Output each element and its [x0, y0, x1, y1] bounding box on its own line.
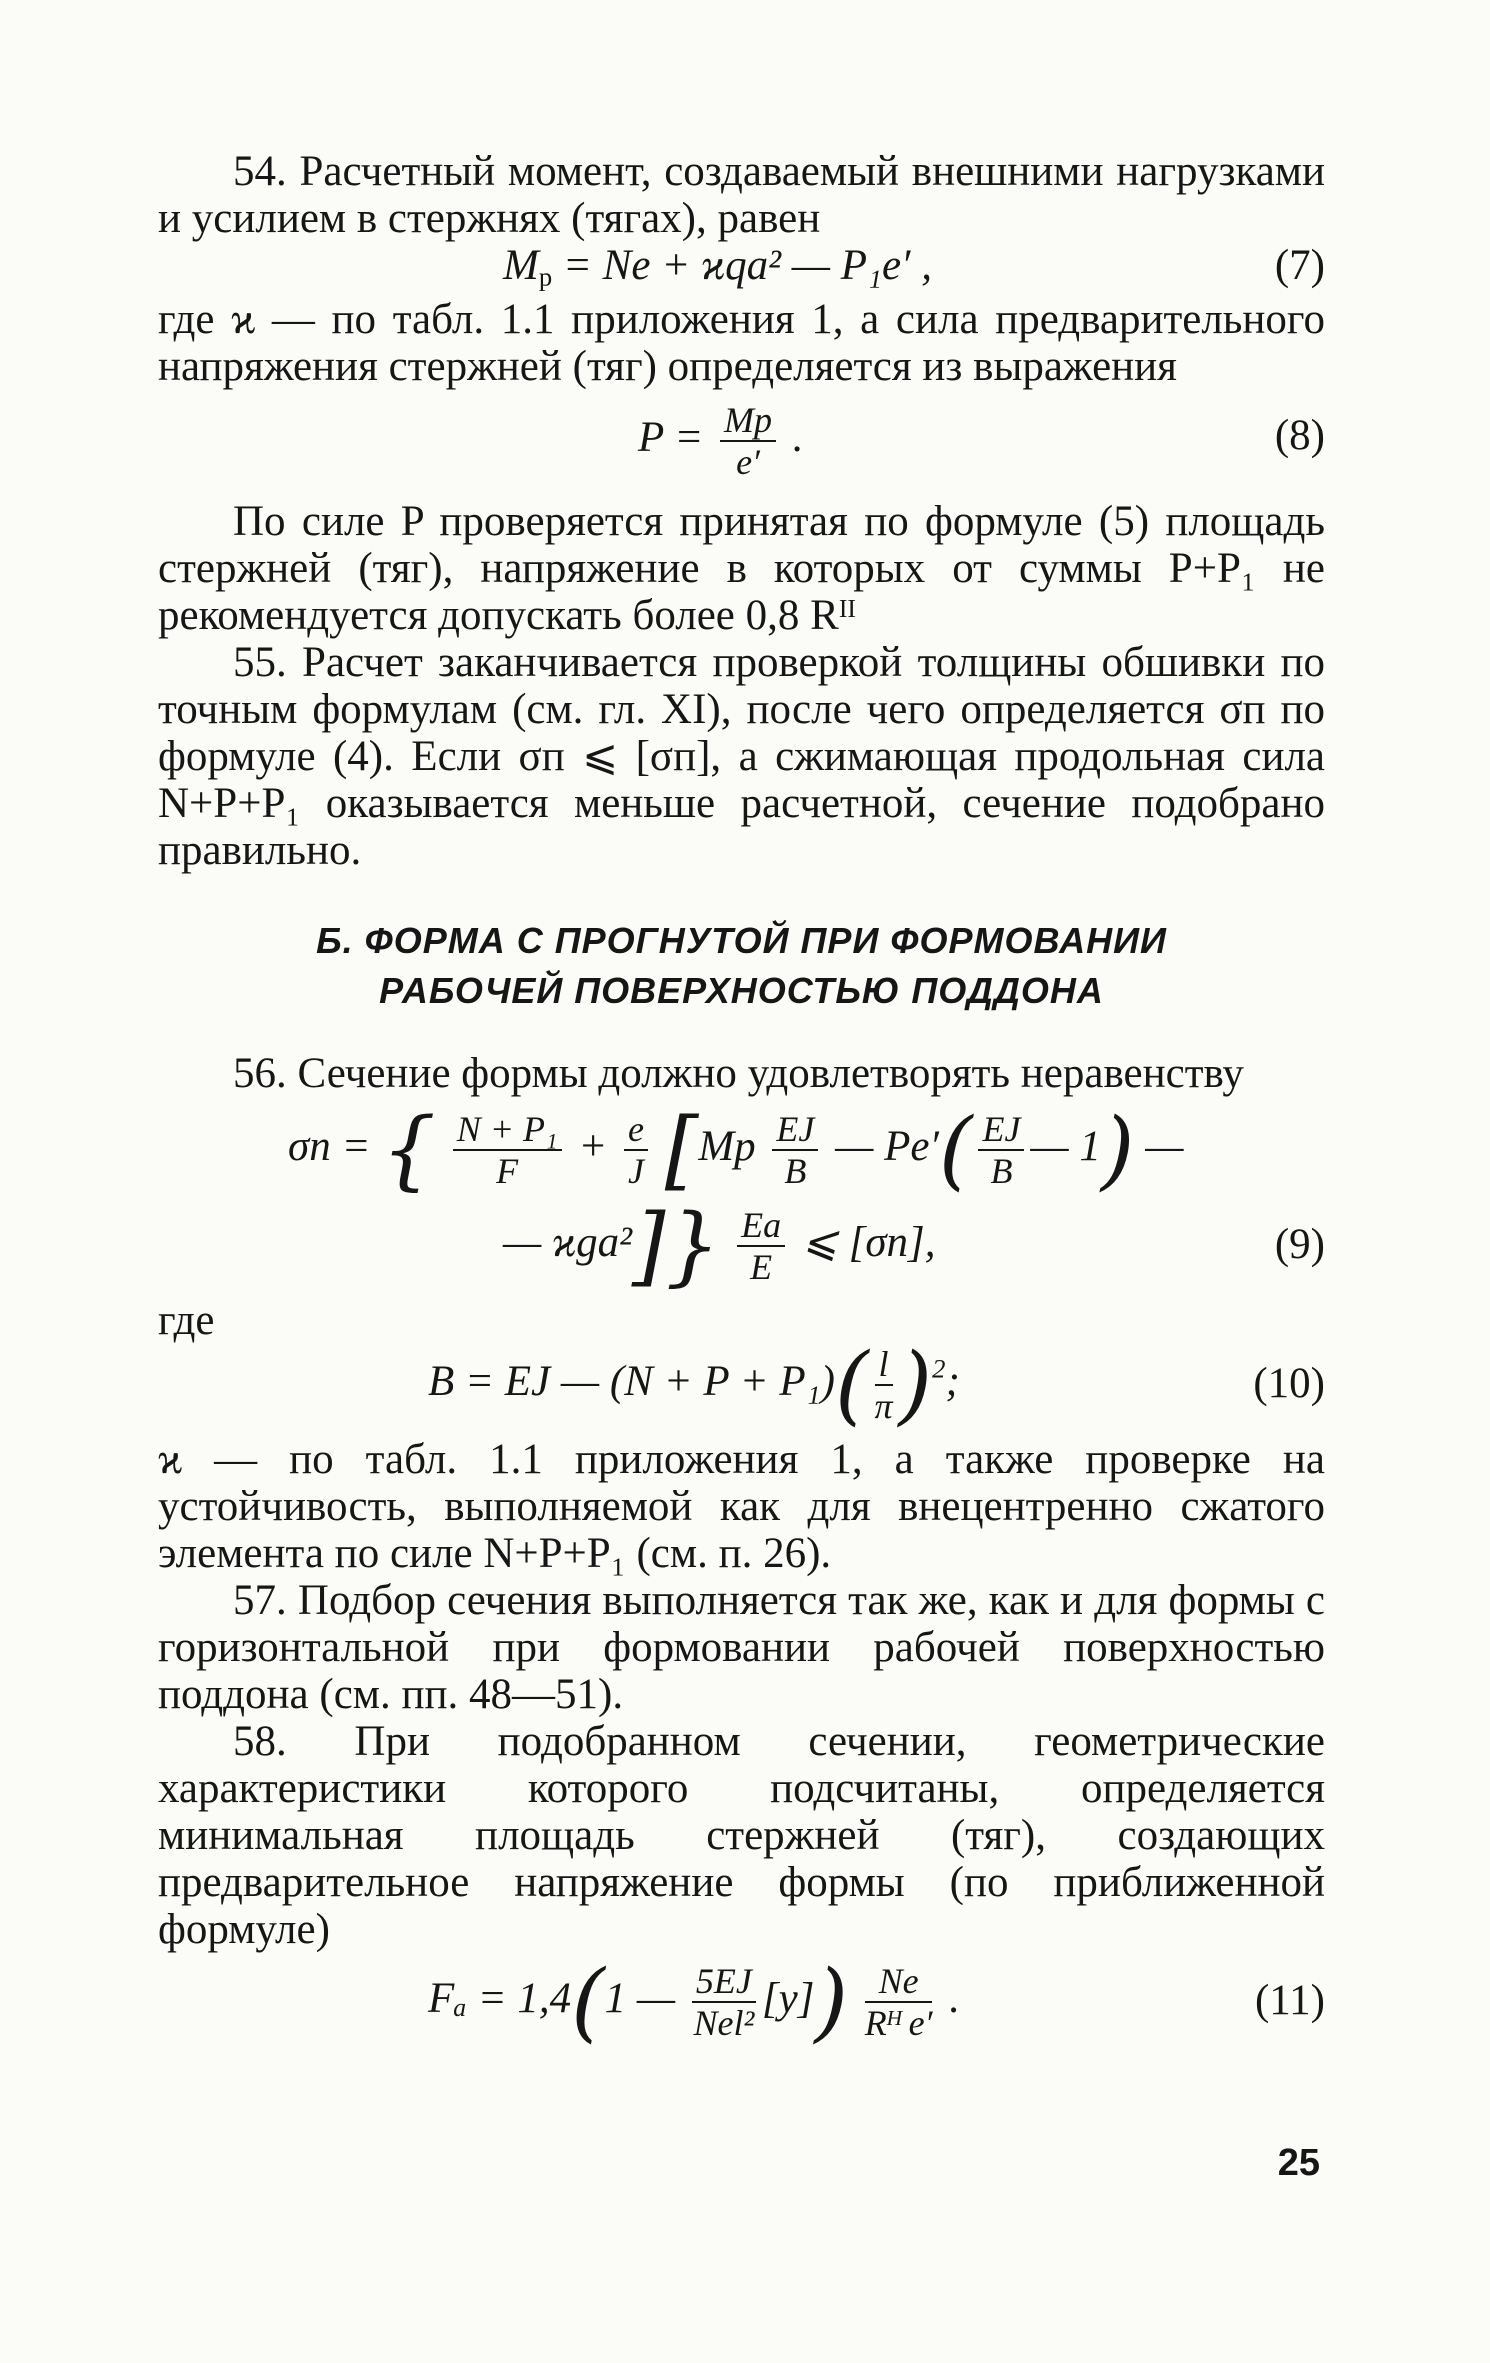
eq9-frac1: $\frac{\text{N + P₁}}{F}$ [453, 1109, 562, 1191]
paragraph-54: 54. Расчетный момент, создаваемый внешними нагрузками и усилием в стержнях (тягах), равен [158, 148, 1325, 242]
eq9-frac4: $\frac{EJ}{B}$ [978, 1109, 1024, 1191]
equation-9-line2: — ϰga²]} $\frac{Eа}{E}$ ⩽ [σп], (9) [503, 1196, 1325, 1296]
paragraph-55: 55. Расчет заканчивается проверкой толщины обшивки по точным формулам (см. гл. XI), после чего определяется σп по формуле (4). Если σп ⩽ [σп], а сжимающая продольная сила N+P+P₁ оказывается меньше расчетной, сечение подобрано правильно. [158, 639, 1325, 874]
eq7-lhs: M [503, 242, 539, 289]
paragraph-57: 57. Подбор сечения выполняется так же, как и для формы с горизонтальной при формовании рабочей поверхностью поддона (см. пп. 48—51). [158, 1577, 1325, 1718]
eq7-lhs-sub: р [538, 261, 553, 292]
section-heading-line1: Б. ФОРМА С ПРОГНУТОЙ ПРИ ФОРМОВАНИИ [316, 920, 1167, 961]
eq8-number: (8) [1274, 412, 1325, 459]
equation-7 [158, 242, 1325, 296]
eq8-tail: . [792, 413, 804, 461]
eq8-numerator: Mр [720, 400, 776, 442]
paragraph-54c: По силе P проверяется принятая по формуле (5) площадь стержней (тяг), напряжение в которых от суммы P+P₁ не рекомендуется допускать более 0,8 Rᴵᴵ [158, 498, 1325, 639]
equation-10: B = EJ — (N + P + P₁)( $\frac{l}{\pi}$ )$^2$; (10) [428, 1335, 1325, 1435]
equation-11: Fₐ = 1,4(1 — $\frac{5EJ}{\text{Nel²}}$ [y]) $\frac{Ne}{\text{Rᴴ e′}}$ . (11) [428, 1952, 1325, 2052]
eq8-fraction [720, 400, 776, 482]
eq9-inequality: ⩽ [σп], [801, 1218, 936, 1266]
eq10-number: (10) [1253, 1360, 1325, 1407]
eq10-fraction: $\frac{l}{\pi}$ [874, 1344, 893, 1426]
where-label: где [158, 1297, 215, 1344]
paragraph-56b: ϰ — по табл. 1.1 приложения 1, а также проверке на устойчивость, выполняемой как для внецентренно сжатого элемента по силе N+P+P₁ (см. п. 26). [158, 1436, 1325, 1577]
section-heading-line2: РАБОЧЕЙ ПОВЕРХНОСТЬЮ ПОДДОНА [379, 970, 1104, 1011]
paragraph-58: 58. При подобранном сечении, геометрические характеристики которого подсчитаны, определяется минимальная площадь стержней (тяг), создающих предварительное напряжение формы (по приближенной формуле) [158, 1718, 1325, 1953]
eq9-mp: Mр [698, 1122, 756, 1170]
eq9-frac3: $\frac{EJ}{B}$ [772, 1109, 818, 1191]
eq9-line2-start: — ϰga² [503, 1218, 633, 1266]
eq11-frac2: $\frac{Ne}{\text{Rᴴ e′}}$ [864, 1961, 933, 2043]
paragraph-56: 56. Сечение формы должно удовлетворять неравенству [233, 1050, 1244, 1097]
section-heading [158, 916, 1325, 1016]
eq9-number: (9) [1274, 1221, 1325, 1268]
page-number: 25 [1277, 2142, 1320, 2184]
eq8-denominator: e′ [736, 442, 760, 482]
eq7-rhs: = Ne + ϰqa² — P₁e′ , [562, 242, 932, 289]
equation-8 [158, 390, 1325, 490]
eq8-lhs: P = [638, 413, 704, 461]
eq9-lhs: σп = [288, 1122, 371, 1170]
eq9-frac5: $\frac{Eа}{E}$ [737, 1205, 785, 1287]
eq7-number: (7) [1274, 242, 1325, 289]
paragraph-54b: где ϰ — по табл. 1.1 приложения 1, а сила предварительного напряжения стержней (тяг) определяется из выражения [158, 296, 1325, 390]
eq11-frac1: $\frac{5EJ}{\text{Nel²}}$ [693, 1961, 755, 2043]
equation-9-line1: σп = { $\frac{\text{N + P₁}}{F}$ + $\frac{e}{J}$ [Mр $\frac{EJ}{B}$ — Pe′( $\frac{EJ}{B}$ — 1) — [288, 1100, 1184, 1200]
eq9-frac2: $\frac{e}{J}$ [624, 1109, 648, 1191]
eq11-number: (11) [1254, 1977, 1325, 2024]
